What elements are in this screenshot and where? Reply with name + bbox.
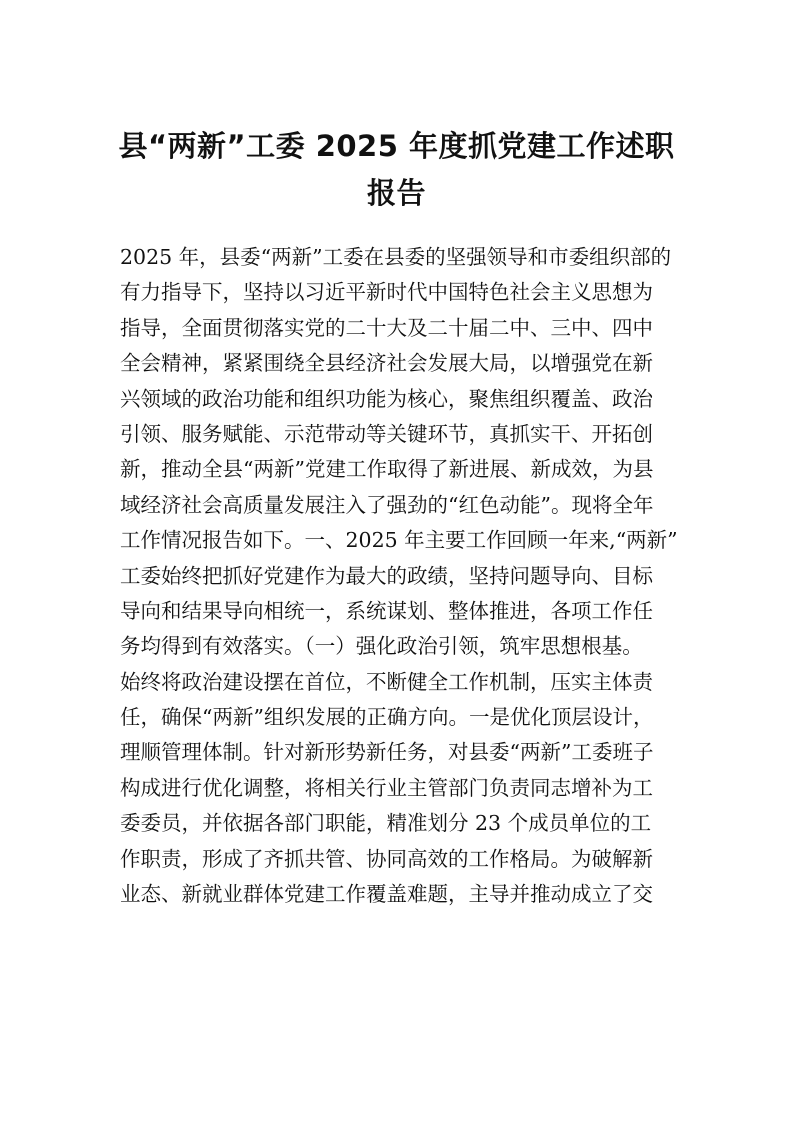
body-line: 有力指导下，坚持以习近平新时代中国特色社会主义思想为 bbox=[120, 280, 653, 305]
body-line: 2025 年，县委“两新”工委在县委的坚强领导和市委组织部的 bbox=[120, 245, 672, 269]
body-line: 新，推动全县“两新”党建工作取得了新进展、新成效，为县 bbox=[120, 457, 654, 482]
body-line: 作职责，形成了齐抓共管、协同高效的工作格局。为破解新 bbox=[120, 846, 653, 871]
body-line: 任，确保“两新”组织发展的正确方向。一是优化顶层设计， bbox=[120, 705, 654, 730]
body-line: 引领、服务赋能、示范带动等关键环节，真抓实干、开拓创 bbox=[120, 421, 653, 446]
body-line: 兴领域的政治功能和组织功能为核心，聚焦组织覆盖、政治 bbox=[120, 386, 653, 411]
document-body bbox=[120, 240, 680, 912]
body-line: 指导，全面贯彻落实党的二十大及二十届二中、三中、四中 bbox=[120, 315, 653, 340]
body-line: 域经济社会高质量发展注入了强劲的“红色动能”。现将全年 bbox=[120, 492, 654, 517]
body-line: 始终将政治建设摆在首位，不断健全工作机制，压实主体责 bbox=[120, 669, 653, 694]
body-line: 工作情况报告如下。一、2025 年主要工作回顾一年来,“两新” bbox=[120, 528, 678, 553]
body-line: 务均得到有效落实。（一）强化政治引领，筑牢思想根基。 bbox=[120, 634, 643, 659]
document-title-line-1: 县“两新”工委 2025 年度抓党建工作述职 bbox=[118, 129, 675, 163]
body-line: 全会精神，紧紧围绕全县经济社会发展大局，以增强党在新 bbox=[120, 351, 653, 376]
body-line: 工委始终把抓好党建作为最大的政绩，坚持问题导向、目标 bbox=[120, 563, 653, 588]
document-title-line-2: 报告 bbox=[366, 176, 426, 210]
body-line: 构成进行优化调整，将相关行业主管部门负责同志增补为工 bbox=[120, 775, 653, 800]
body-line: 委委员，并依据各部门职能，精准划分 23 个成员单位的工 bbox=[120, 811, 652, 836]
body-line: 业态、新就业群体党建工作覆盖难题，主导并推动成立了交 bbox=[120, 882, 653, 907]
body-line: 导向和结果导向相统一，系统谋划、整体推进，各项工作任 bbox=[120, 598, 653, 623]
body-line: 理顺管理体制。针对新形势新任务，对县委“两新”工委班子 bbox=[120, 740, 654, 765]
